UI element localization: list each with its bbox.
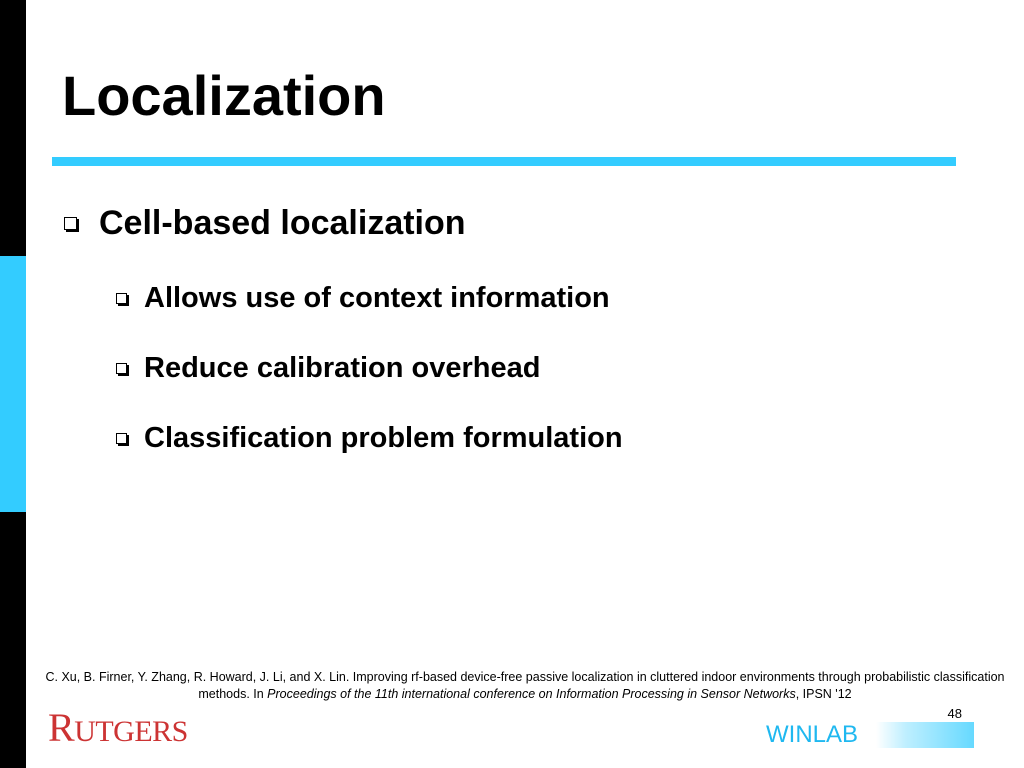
square-bullet-icon	[116, 293, 127, 304]
sub-bullet-3	[116, 422, 623, 455]
rutgers-logo: RUTGERS	[48, 705, 188, 750]
slide-title: Localization	[62, 64, 386, 127]
winlab-logo-gradient	[876, 722, 974, 748]
citation-authors: C. Xu, B. Firner, Y. Zhang, R. Howard, J. Li, and X. Lin. Improving rf-based device-free passive localization in cluttered indoor environments through probabilistic classification methods. In	[45, 670, 1005, 701]
title-underline	[52, 157, 956, 166]
sub-bullet-text: Classification problem formulation	[144, 422, 623, 454]
square-bullet-icon	[64, 217, 77, 230]
winlab-logo-text: WINLAB	[766, 721, 859, 748]
main-bullet	[64, 204, 466, 243]
citation-venue: Proceedings of the 11th international conference on Information Processing in Sensor Networks	[267, 687, 796, 701]
winlab-logo	[766, 722, 974, 748]
page-number: 48	[947, 706, 962, 721]
square-bullet-icon	[116, 433, 127, 444]
sub-bullet-2	[116, 352, 540, 385]
sub-bullet-1	[116, 282, 610, 315]
citation	[40, 669, 1010, 703]
sub-bullet-text: Allows use of context information	[144, 282, 610, 314]
sub-bullet-text: Reduce calibration overhead	[144, 352, 541, 384]
left-accent-bar	[0, 256, 26, 512]
main-bullet-text: Cell-based localization	[99, 204, 466, 242]
citation-suffix: , IPSN '12	[795, 687, 852, 701]
square-bullet-icon	[116, 363, 127, 374]
